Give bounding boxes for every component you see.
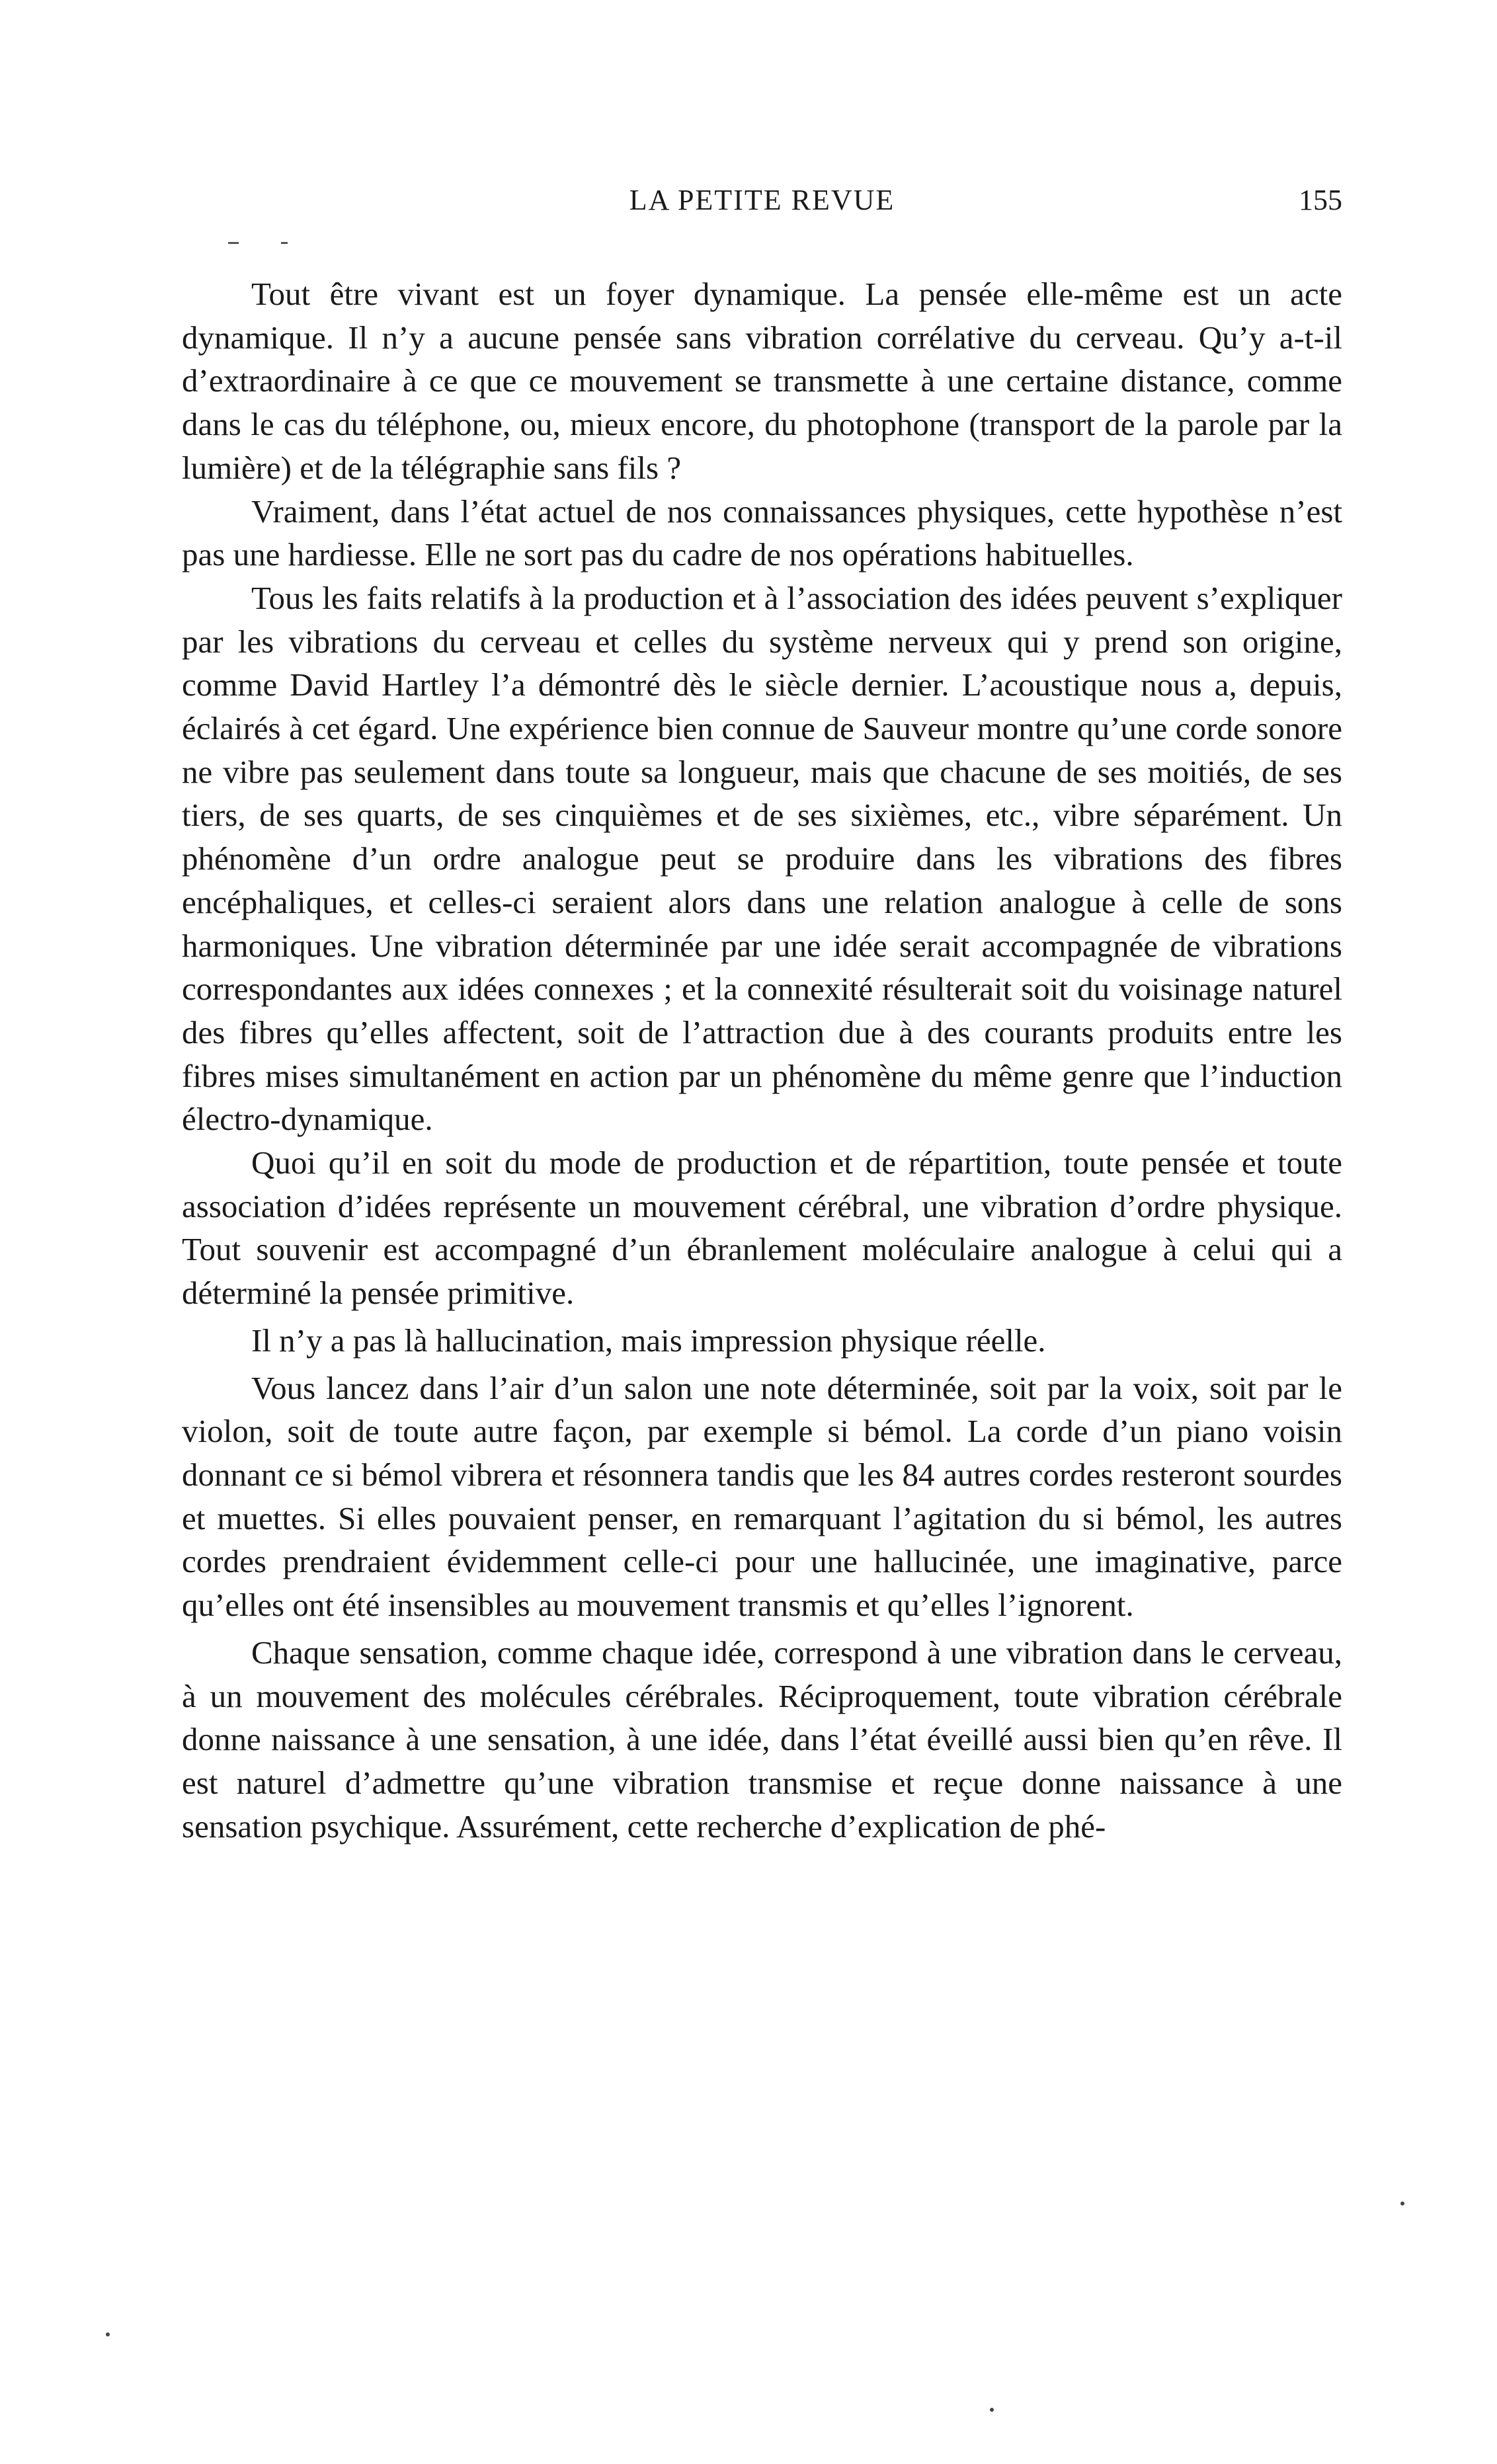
paragraph: Quoi qu’il en soit du mode de production et de répartition, toute pensée et toute association d’idées représente un mouvement cérébral, une vibration d’ordre physique. Tout souvenir est accompagné d’un ébranlement moléculaire analogue à celui qui a déterminé la pensée primitive. (182, 1144, 1342, 1312)
paragraph: Tout être vivant est un foyer dynamique. La pensée elle-même est un acte dynamique. Il n’y a aucune pensée sans vibration corrélative du cerveau. Qu’y a-t-il d’extraordinaire à ce que ce mouvement se transmette à une certaine distance, comme dans le cas du téléphone, ou, mieux encore, du photophone (transport de la parole par la lumière) et de la télégraphie sans fils ? (182, 276, 1342, 486)
body-text (182, 272, 1342, 1848)
paragraph: Vous lancez dans l’air d’un salon une note déterminée, soit par la voix, soit par le violon, soit de toute autre façon, par exemple si bémol. La corde d’un piano voisin donnant ce si bémol vibrera et résonnera tandis que les 84 autres cordes resteront sourdes et muettes. Si elles pouvaient penser, en remarquant l’agitation du si bémol, les autres cordes prendraient évidemment celle-ci pour une hallucinée, une imaginative, parce qu’elles ont été insensibles au mouvement transmis et qu’elles l’ignorent. (182, 1369, 1342, 1624)
header-ornament (228, 239, 288, 246)
paragraph: Chaque sensation, comme chaque idée, correspond à une vibration dans le cerveau, à un mouvement des molécules cérébrales. Réciproquement, toute vibration cérébrale donne naissance à une sensation, à une idée, dans l’état éveillé aussi bien qu’en rêve. Il est naturel d’admettre qu’une vibration transmise et reçue donne naissance à une sensation psychique. Assurément, cette recherche d’explication de phé- (182, 1634, 1342, 1845)
stray-mark (106, 2332, 110, 2336)
running-title: LA PETITE REVUE (629, 184, 895, 216)
running-header (182, 177, 1342, 223)
stray-mark (1400, 2202, 1404, 2206)
paragraph: Tous les faits relatifs à la production et à l’association des idées peuvent s’expliquer par les vibrations du cerveau et celles du système nerveux qui y prend son origine, comme David Hartley l’a démontré dès le siècle dernier. L’acoustique nous a, depuis, éclairés à cet égard. Une expérience bien connue de Sauveur montre qu’une corde sonore ne vibre pas seulement dans toute sa longueur, mais que chacune de ses moitiés, de ses tiers, de ses quarts, de ses cinquièmes et de ses sixièmes, etc., vibre séparément. Un phénomène d’un ordre analogue peut se produire dans les vibrations des fibres encéphaliques, et celles-ci seraient alors dans une relation analogue à celle de sons harmoniques. Une vibration déterminée par une idée serait accompagnée de vibrations correspondantes aux idées connexes ; et la connexité résulterait soit du voisinage naturel des fibres qu’elles affectent, soit de l’attraction due à des courants produits entre les fibres mises simultanément en action par un phénomène du même genre que l’induction électro-dynamique. (182, 579, 1342, 1138)
paragraph: Il n’y a pas là hallucination, mais impression physique réelle. (251, 1322, 1046, 1359)
page-number: 155 (1299, 184, 1342, 216)
stray-mark (990, 2408, 994, 2412)
paragraph: Vraiment, dans l’état actuel de nos connaissances physiques, cette hypothèse n’est pas une hardiesse. Elle ne sort pas du cadre de nos opérations habituelles. (182, 493, 1342, 573)
